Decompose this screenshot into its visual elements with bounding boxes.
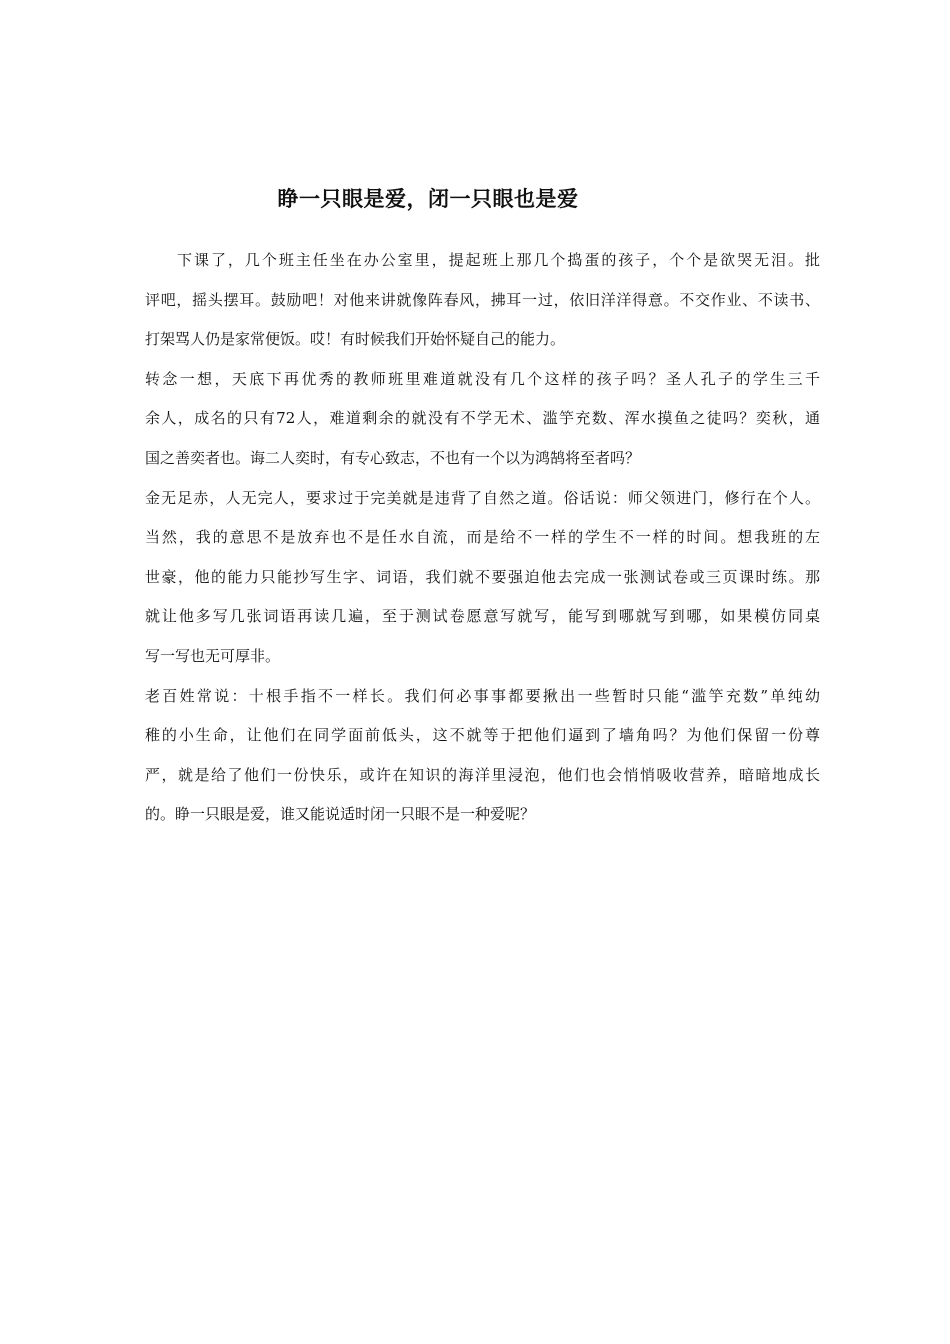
text-line: 就让他多写几张词语再读几遍，至于测试卷愿意写就写，能写到哪就写到哪，如果模仿同桌 — [145, 607, 820, 626]
text-line: 金无足赤，人无完人，要求过于完美就是违背了自然之道。俗话说：师父领进门，修行在个人。 — [145, 488, 820, 507]
text-line: 下课了，几个班主任坐在办公室里，提起班上那几个捣蛋的孩子，个个是欲哭无泪。批 — [177, 251, 820, 269]
document-body — [145, 241, 820, 835]
text-line: 世豪，他的能力只能抄写生字、词语，我们就不要强迫他去完成一张测试卷或三页课时练。那 — [145, 567, 820, 586]
text-line: 的。睁一只眼是爱，谁又能说适时闭一只眼不是一种爱呢？ — [145, 805, 536, 824]
text-line: 严，就是给了他们一份快乐，或许在知识的海洋里浸泡，他们也会悄悄吸收营养，暗暗地成长 — [145, 765, 820, 784]
text-line: 打架骂人仍是家常便饭。哎！有时候我们开始怀疑自己的能力。 — [145, 330, 566, 349]
paragraph — [145, 241, 820, 360]
text-line: 当然，我的意思不是放弃也不是任水自流，而是给不一样的学生不一样的时间。想我班的左 — [145, 528, 820, 547]
paragraph — [145, 360, 820, 479]
text-line: 国之善奕者也。诲二人奕时，有专心致志，不也有一个以为鸿鹄将至者吗？ — [145, 448, 641, 467]
text-line: 老百姓常说：十根手指不一样长。我们何必事事都要揪出一些暂时只能“滥竽充数”单纯幼 — [145, 686, 820, 705]
text-line: 转念一想，天底下再优秀的教师班里难道就没有几个这样的孩子吗？圣人孔子的学生三千 — [145, 369, 820, 388]
text-line: 写一写也无可厚非。 — [145, 646, 281, 665]
text-line: 余人，成名的只有72人，难道剩余的就没有不学无术、滥竽充数、浑水摸鱼之徒吗？奕秋，通 — [145, 409, 820, 428]
paragraph — [145, 677, 820, 835]
text-line: 稚的小生命，让他们在同学面前低头，这不就等于把他们逼到了墙角吗？为他们保留一份尊 — [145, 726, 820, 745]
paragraph — [145, 479, 820, 677]
text-line: 评吧，摇头摆耳。鼓励吧！对他来讲就像阵春风，拂耳一过，依旧洋洋得意。不交作业、不读书、 — [145, 290, 820, 309]
document-title: 睁一只眼是爱，闭一只眼也是爱 — [277, 187, 579, 211]
